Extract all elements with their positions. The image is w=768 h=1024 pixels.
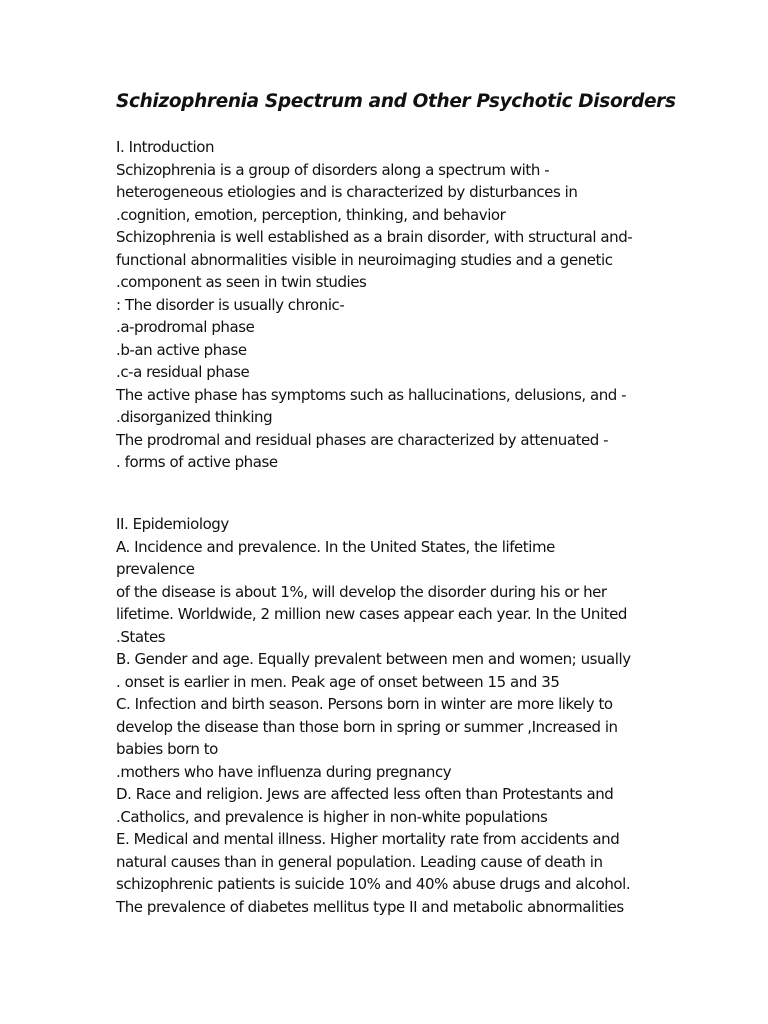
text-line: D. Race and religion. Jews are affected less often than Protestants and [116,785,614,803]
text-line: Schizophrenia is well established as a brain disorder, with structural and- [116,228,633,246]
text-line: .c-a residual phase [116,363,250,381]
section-epidemiology [116,513,676,918]
text-line: : The disorder is usually chronic- [116,295,345,314]
text-line: I. Introduction [116,138,215,156]
text-line: .component as seen in twin studies [116,273,367,291]
section-introduction [116,136,676,474]
text-line: .States [116,627,166,646]
text-line: B. Gender and age. Equally prevalent between men and women; usually [116,650,631,668]
text-line: lifetime. Worldwide, 2 million new cases appear each year. In the United [116,605,627,623]
text-line: The active phase has symptoms such as hallucinations, delusions, and - [116,385,627,404]
text-line: babies born to [116,740,218,758]
text-line: .b-an active phase [116,340,247,359]
text-line: .disorganized thinking [116,408,273,426]
text-line: .Catholics, and prevalence is higher in non-white populations [116,807,548,826]
text-line: . onset is earlier in men. Peak age of onset between 15 and 35 [116,672,560,691]
text-line: A. Incidence and prevalence. In the United States, the lifetime [116,537,555,556]
text-line: functional abnormalities visible in neuroimaging studies and a genetic [116,250,613,269]
text-line: The prevalence of diabetes mellitus type II and metabolic abnormalities [116,897,624,916]
text-line: The prodromal and residual phases are characterized by attenuated - [116,430,609,449]
document-title: Schizophrenia Spectrum and Other Psychotic Disorders [116,91,676,112]
text-line: schizophrenic patients is suicide 10% and 40% abuse drugs and alcohol. [116,875,631,893]
text-line: prevalence [116,560,195,578]
text-line: .a-prodromal phase [116,318,255,336]
text-line: .mothers who have influenza during pregnancy [116,762,452,781]
text-line: E. Medical and mental illness. Higher mortality rate from accidents and [116,830,620,848]
text-line: of the disease is about 1%, will develop the disorder during his or her [116,582,607,601]
text-line: heterogeneous etiologies and is characterized by disturbances in [116,183,578,201]
text-line: . forms of active phase [116,453,278,471]
text-line: .cognition, emotion, perception, thinking, and behavior [116,205,506,224]
text-line: C. Infection and birth season. Persons born in winter are more likely to [116,695,613,713]
text-line: develop the disease than those born in spring or summer ,Increased in [116,717,618,736]
text-line: natural causes than in general population. Leading cause of death in [116,852,603,871]
text-line: Schizophrenia is a group of disorders along a spectrum with - [116,160,550,179]
text-line: II. Epidemiology [116,515,229,533]
